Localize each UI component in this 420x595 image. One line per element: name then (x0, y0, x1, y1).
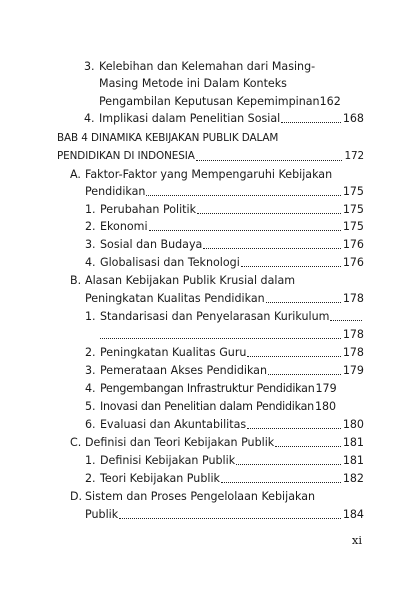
entry-number: 1. (85, 203, 96, 216)
page-ref: 184 (342, 508, 364, 521)
entry-title: Perubahan Politik (100, 203, 197, 216)
entry-title: Masing Metode ini Dalam Konteks (99, 77, 287, 90)
section-letter: B. (70, 274, 82, 287)
toc-section (70, 272, 364, 289)
entry-title: Teori Kebijakan Publik (100, 472, 220, 485)
toc-entry (85, 218, 364, 235)
chapter-heading-continuation (57, 148, 364, 165)
entry-number: 4. (84, 112, 95, 125)
dot-leader (149, 230, 341, 231)
dot-leader (268, 374, 341, 375)
entry-title: Kelebihan dan Kelemahan dari Masing- (99, 60, 316, 73)
page-ref: 175 (342, 220, 364, 233)
toc-entry (85, 254, 364, 271)
page-ref: 176 (342, 238, 364, 251)
entry-title: Standarisasi dan Penyelarasan Kurikulum (100, 310, 330, 323)
entry-title: Evaluasi dan Akuntabilitas (100, 418, 247, 431)
section-title: Publik (85, 508, 119, 521)
dot-leader (146, 195, 340, 196)
toc-section-continuation (85, 506, 364, 523)
entry-title: Pengembangan Infrastruktur Pendidikan (100, 382, 315, 395)
entry-number: 5. (85, 400, 96, 413)
entry-number: 2. (85, 346, 96, 359)
toc-entry (84, 58, 364, 75)
entry-number: 4. (85, 256, 96, 269)
toc-entry (85, 236, 364, 253)
entry-number: 3. (84, 60, 95, 73)
entry-title: Pengambilan Keputusan Kepemimpinan (99, 95, 320, 108)
dot-leader (247, 356, 340, 357)
dot-leader (196, 160, 343, 161)
toc-entry-continuation (99, 75, 364, 92)
entry-number: 6. (85, 418, 96, 431)
entry-title: Inovasi dan Penelitian dalam Pendidikan (100, 400, 314, 413)
toc-entry (85, 344, 364, 361)
dot-leader (266, 302, 341, 303)
entry-number: 2. (85, 220, 96, 233)
section-title: Alasan Kebijakan Publik Krusial dalam (85, 274, 296, 287)
toc-section-continuation (85, 290, 364, 307)
toc-section (70, 434, 364, 451)
toc-entry-continuation (100, 326, 364, 343)
page-ref: 175 (342, 185, 364, 198)
toc-section (70, 488, 364, 505)
toc-entry (85, 362, 364, 379)
toc-entry-continuation (99, 93, 364, 110)
section-title: Pendidikan (85, 185, 146, 198)
toc-entry (84, 110, 364, 127)
page-ref: 176 (342, 256, 364, 269)
entry-title: Ekonomi (100, 220, 148, 233)
entry-number: 1. (85, 454, 96, 467)
entry-title: Implikasi dalam Penelitian Sosial (99, 112, 281, 125)
entry-title: Definisi Kebijakan Publik (100, 454, 236, 467)
entry-number: 2. (85, 472, 96, 485)
page-ref: 178 (342, 346, 364, 359)
dot-leader (221, 482, 341, 483)
dot-leader (275, 446, 341, 447)
page-ref: 172 (344, 150, 364, 162)
page-ref: 181 (342, 454, 364, 467)
dot-leader (100, 338, 341, 339)
dot-leader (203, 248, 340, 249)
section-letter: A. (70, 168, 81, 181)
dot-leader (281, 122, 341, 123)
toc-entry (85, 416, 364, 433)
page-ref: 179 (342, 364, 364, 377)
toc-entry (85, 308, 364, 325)
dot-leader (119, 518, 341, 519)
chapter-heading (57, 130, 364, 147)
page-number: xi (351, 533, 362, 547)
entry-title: Peningkatan Kualitas Guru (100, 346, 247, 359)
page-ref: 181 (342, 436, 364, 449)
entry-title: Sosial dan Budaya (100, 238, 203, 251)
chapter-title: BAB 4 DINAMIKA KEBIJAKAN PUBLIK DALAM (57, 132, 279, 144)
toc-section (70, 166, 364, 183)
section-letter: D. (70, 490, 83, 503)
section-title: Faktor-Faktor yang Mempengaruhi Kebijakan (85, 168, 333, 181)
page-ref: 180 (314, 400, 337, 413)
entry-title: Globalisasi dan Teknologi (100, 256, 240, 269)
page-ref: 162 (319, 95, 341, 108)
entry-number: 1. (85, 310, 96, 323)
toc-entry (85, 380, 364, 397)
entry-title: Pemerataan Akses Pendidikan (100, 364, 267, 377)
page-ref: 178 (342, 292, 364, 305)
page-ref: 179 (315, 382, 337, 395)
toc-entry (85, 470, 364, 487)
page-ref: 175 (342, 203, 364, 216)
toc-entry (85, 452, 364, 469)
entry-number: 4. (85, 382, 96, 395)
page-ref: 180 (342, 418, 364, 431)
toc-entry (85, 201, 364, 218)
dot-leader (247, 428, 341, 429)
dot-leader (197, 213, 341, 214)
chapter-title: PENDIDIKAN DI INDONESIA (57, 150, 195, 162)
dot-leader (241, 266, 341, 267)
entry-number: 3. (85, 364, 96, 377)
toc-section-continuation (85, 183, 364, 200)
section-title: Peningkatan Kualitas Pendidikan (85, 292, 265, 305)
entry-number: 3. (85, 238, 96, 251)
page-ref: 178 (342, 328, 364, 341)
toc-entry (85, 398, 364, 415)
section-letter: C. (70, 436, 82, 449)
dot-leader (236, 464, 341, 465)
page-ref: 182 (342, 472, 364, 485)
section-title: Definisi dan Teori Kebijakan Publik (85, 436, 275, 449)
section-title: Sistem dan Proses Pengelolaan Kebijakan (85, 490, 316, 503)
page-ref: 168 (342, 112, 364, 125)
dot-leader (330, 320, 362, 321)
